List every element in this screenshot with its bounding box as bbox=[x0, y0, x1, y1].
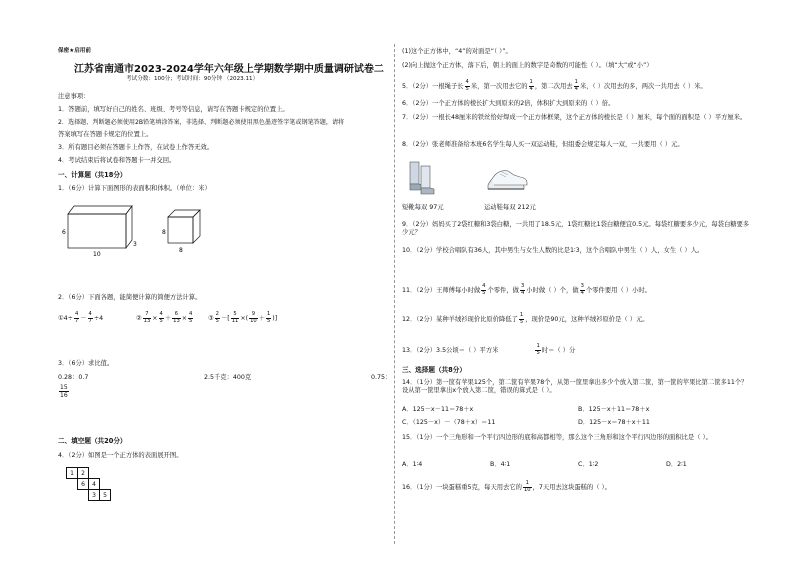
notice-item: 答案填写在答题卡规定的位置上。 bbox=[58, 131, 153, 138]
question-text: 9．（2分）妈妈买了2袋红糖和3袋白糖，一共用了18.5元，1袋红糖比1袋白糖便宜0.5元。每袋红糖要多少元，每袋白糖要多少元？ bbox=[402, 221, 750, 236]
ratio-item: 0.28：0.7 bbox=[58, 374, 89, 381]
cube-edge-label: 8 bbox=[162, 229, 166, 236]
choice-option: D．2∶1 bbox=[666, 461, 687, 468]
choice-option: A．125－x－11＝78＋x bbox=[402, 406, 474, 413]
net-cell: 4 bbox=[89, 479, 100, 490]
calc-item-3: ③ $\frac{2}{5}$ －[ $\frac{5}{11}$ ×( $\frac{9}{10}$ ＋ $\frac{1}{5}$ )] bbox=[208, 311, 278, 324]
net-cell: 5 bbox=[100, 490, 111, 501]
net-cell: 1 bbox=[67, 468, 78, 479]
boots-icon bbox=[406, 158, 438, 198]
notice-item: 2．选择题、判断题必须使用2B铅笔填涂答案，非选择、判断题必须使用黑色墨迹签字笔或钢笔答题，请将 bbox=[58, 119, 345, 126]
notice-item: 4．考试结束后将试卷和答题卡一并交回。 bbox=[58, 157, 176, 164]
question-16: 16．（1分）一块蛋糕重5克，每天用去它的 $\frac{1}{10}$ ，7天用去这块蛋糕的（ ）。 bbox=[402, 480, 611, 493]
question-text: 10．（2分）学校合唱队有36人，其中男生与女生人数的比是1∶3，这个合唱队中男生（ ）人，女生（ ）人。 bbox=[402, 247, 704, 254]
question-text: 6．（2分）一个正方体的棱长扩大到原来的2倍，体积扩大到原来的（ ）倍。 bbox=[402, 100, 615, 107]
net-cell: 3 bbox=[89, 490, 100, 501]
choice-option: C．1∶2 bbox=[578, 461, 599, 468]
question-text: 1．（6分）计算下面图形的表面积和体积。（单位：米） bbox=[58, 185, 211, 192]
sneakers-price: 运动鞋每双 212元 bbox=[484, 204, 536, 211]
question-text: 15．（1分）一个三角形和一个平行四边形的底和高都相等，那么这个三角形和这个平行四边形的面积比是（ ）。 bbox=[402, 434, 712, 441]
ratio-item: 0.75： bbox=[371, 374, 392, 381]
section-heading: 二、填空题（共20分） bbox=[58, 437, 127, 445]
cuboid-length-label: 10 bbox=[93, 251, 101, 258]
question-text: 2．（6分）下面各题，能简便计算的简便方法计算。 bbox=[58, 294, 202, 301]
left-column bbox=[58, 0, 392, 562]
cuboid-figure bbox=[60, 198, 210, 260]
question-5: 5．（2分）一根绳子长 $\frac{4}{5}$ 米，第一次用去它的 $\frac{1}{4}$ ，第二次用去 $\frac{1}{4}$ 米，（ ）次用去的多，两次一共用去（ ）米。 bbox=[402, 79, 707, 92]
question-12: 12．（2分）某种羊绒衫现价比原价降低了 $\frac{1}{5}$ ，现价是90元，这种羊绒衫原价是（ ）元。 bbox=[402, 312, 649, 325]
cuboid-width-label: 3 bbox=[133, 241, 137, 248]
choice-option: A．1∶4 bbox=[402, 461, 423, 468]
question-13: 13．（2分）3.5公顷＝（ ）平方米 $\frac{1}{5}$ 时＝（ ）分 bbox=[402, 343, 576, 356]
cube-edge-label: 8 bbox=[179, 247, 183, 254]
cube-net bbox=[66, 467, 126, 507]
question-text: 8．（2分）张老师准备给本班6名学生每人买一双运动鞋，但组委会规定每人一双，一共要用（ ）元。 bbox=[402, 141, 684, 148]
question-text: (2)向上抛这个正方体，落下后，朝上的面上的数字是奇数的可能性（ ）。（填“大”或“小”） bbox=[402, 62, 653, 69]
cuboid-height-label: 6 bbox=[62, 229, 66, 236]
choice-option: D．125－x＝78＋x＋11 bbox=[578, 419, 650, 426]
sneakers-icon bbox=[486, 165, 528, 195]
net-cell: 6 bbox=[78, 479, 89, 490]
question-text: (1)这个正方体中，“4”的对面是“（ ）”。 bbox=[402, 48, 512, 55]
ratio-item: 2.5千克：400克 bbox=[204, 374, 252, 381]
choice-option: B．125－x＋11＝78＋x bbox=[578, 406, 650, 413]
question-text: 4．（2分）如图是一个正方体的表面展开图。 bbox=[58, 452, 183, 459]
question-text: 7．（2分）一根长48厘米的铁丝恰好焊成一个正方体框架，这个正方体的棱长是（ ）厘米，每个面的面积是（ ）平方厘米。 bbox=[402, 114, 747, 121]
choice-option: B．4∶1 bbox=[490, 461, 511, 468]
right-column bbox=[402, 0, 752, 562]
exam-title: 江苏省南通市2023-2024学年六年级上学期数学期中质量调研试卷二 bbox=[74, 64, 384, 75]
column-divider bbox=[394, 44, 396, 544]
notice-item: 1．答题前，填写好自己的姓名、班级、考号等信息，请写在答题卡规定的位置上。 bbox=[58, 106, 289, 113]
net-cell: 2 bbox=[78, 468, 89, 479]
notice-heading: 注意事项： bbox=[58, 93, 90, 100]
exam-meta: 考试分数：100分；考试时间：90分钟 （2023.11） bbox=[126, 76, 259, 82]
question-11: 11．（2分）王师傅每小时做 $\frac{4}{5}$ 个零件，做 $\frac{3}{4}$ 小时做（ ）个，做 $\frac{3}{4}$ 个零件要用（ ）小时。 bbox=[402, 283, 651, 296]
choice-option: C．（125－x）－（78＋x）＝11 bbox=[402, 419, 496, 426]
calc-item-1: ①4÷ $\frac{4}{7}$ － $\frac{4}{7}$ ÷4 bbox=[58, 311, 104, 324]
calc-item-2: ② $\frac{7}{13}$ × $\frac{4}{5}$ ＋ $\frac{6}{13}$ × $\frac{4}{5}$ bbox=[136, 311, 193, 324]
question-text: 14．（1分）第一筐有苹果125个，第二筐有苹果78个，从第一筐里拿出多少个放入第二筐，第一筐的苹果比第二筐多11个？设从第一筐里拿出x个放入第二筐，错误的算式是（ ）。 bbox=[402, 379, 748, 394]
section-heading: 三、选择题（共8分） bbox=[402, 366, 466, 374]
notice-item: 3．所有题目必须在答题卡上作答，在试卷上作答无效。 bbox=[58, 144, 214, 151]
confidential-tag: 保密★启用前 bbox=[58, 48, 91, 54]
ratio-fraction: $\frac{15}{16}$ bbox=[60, 384, 68, 399]
boots-price: 短靴每双 97元 bbox=[402, 204, 444, 211]
question-text: 3．（6分）求比值。 bbox=[58, 360, 114, 367]
section-heading: 一、计算题（共18分） bbox=[58, 171, 127, 179]
